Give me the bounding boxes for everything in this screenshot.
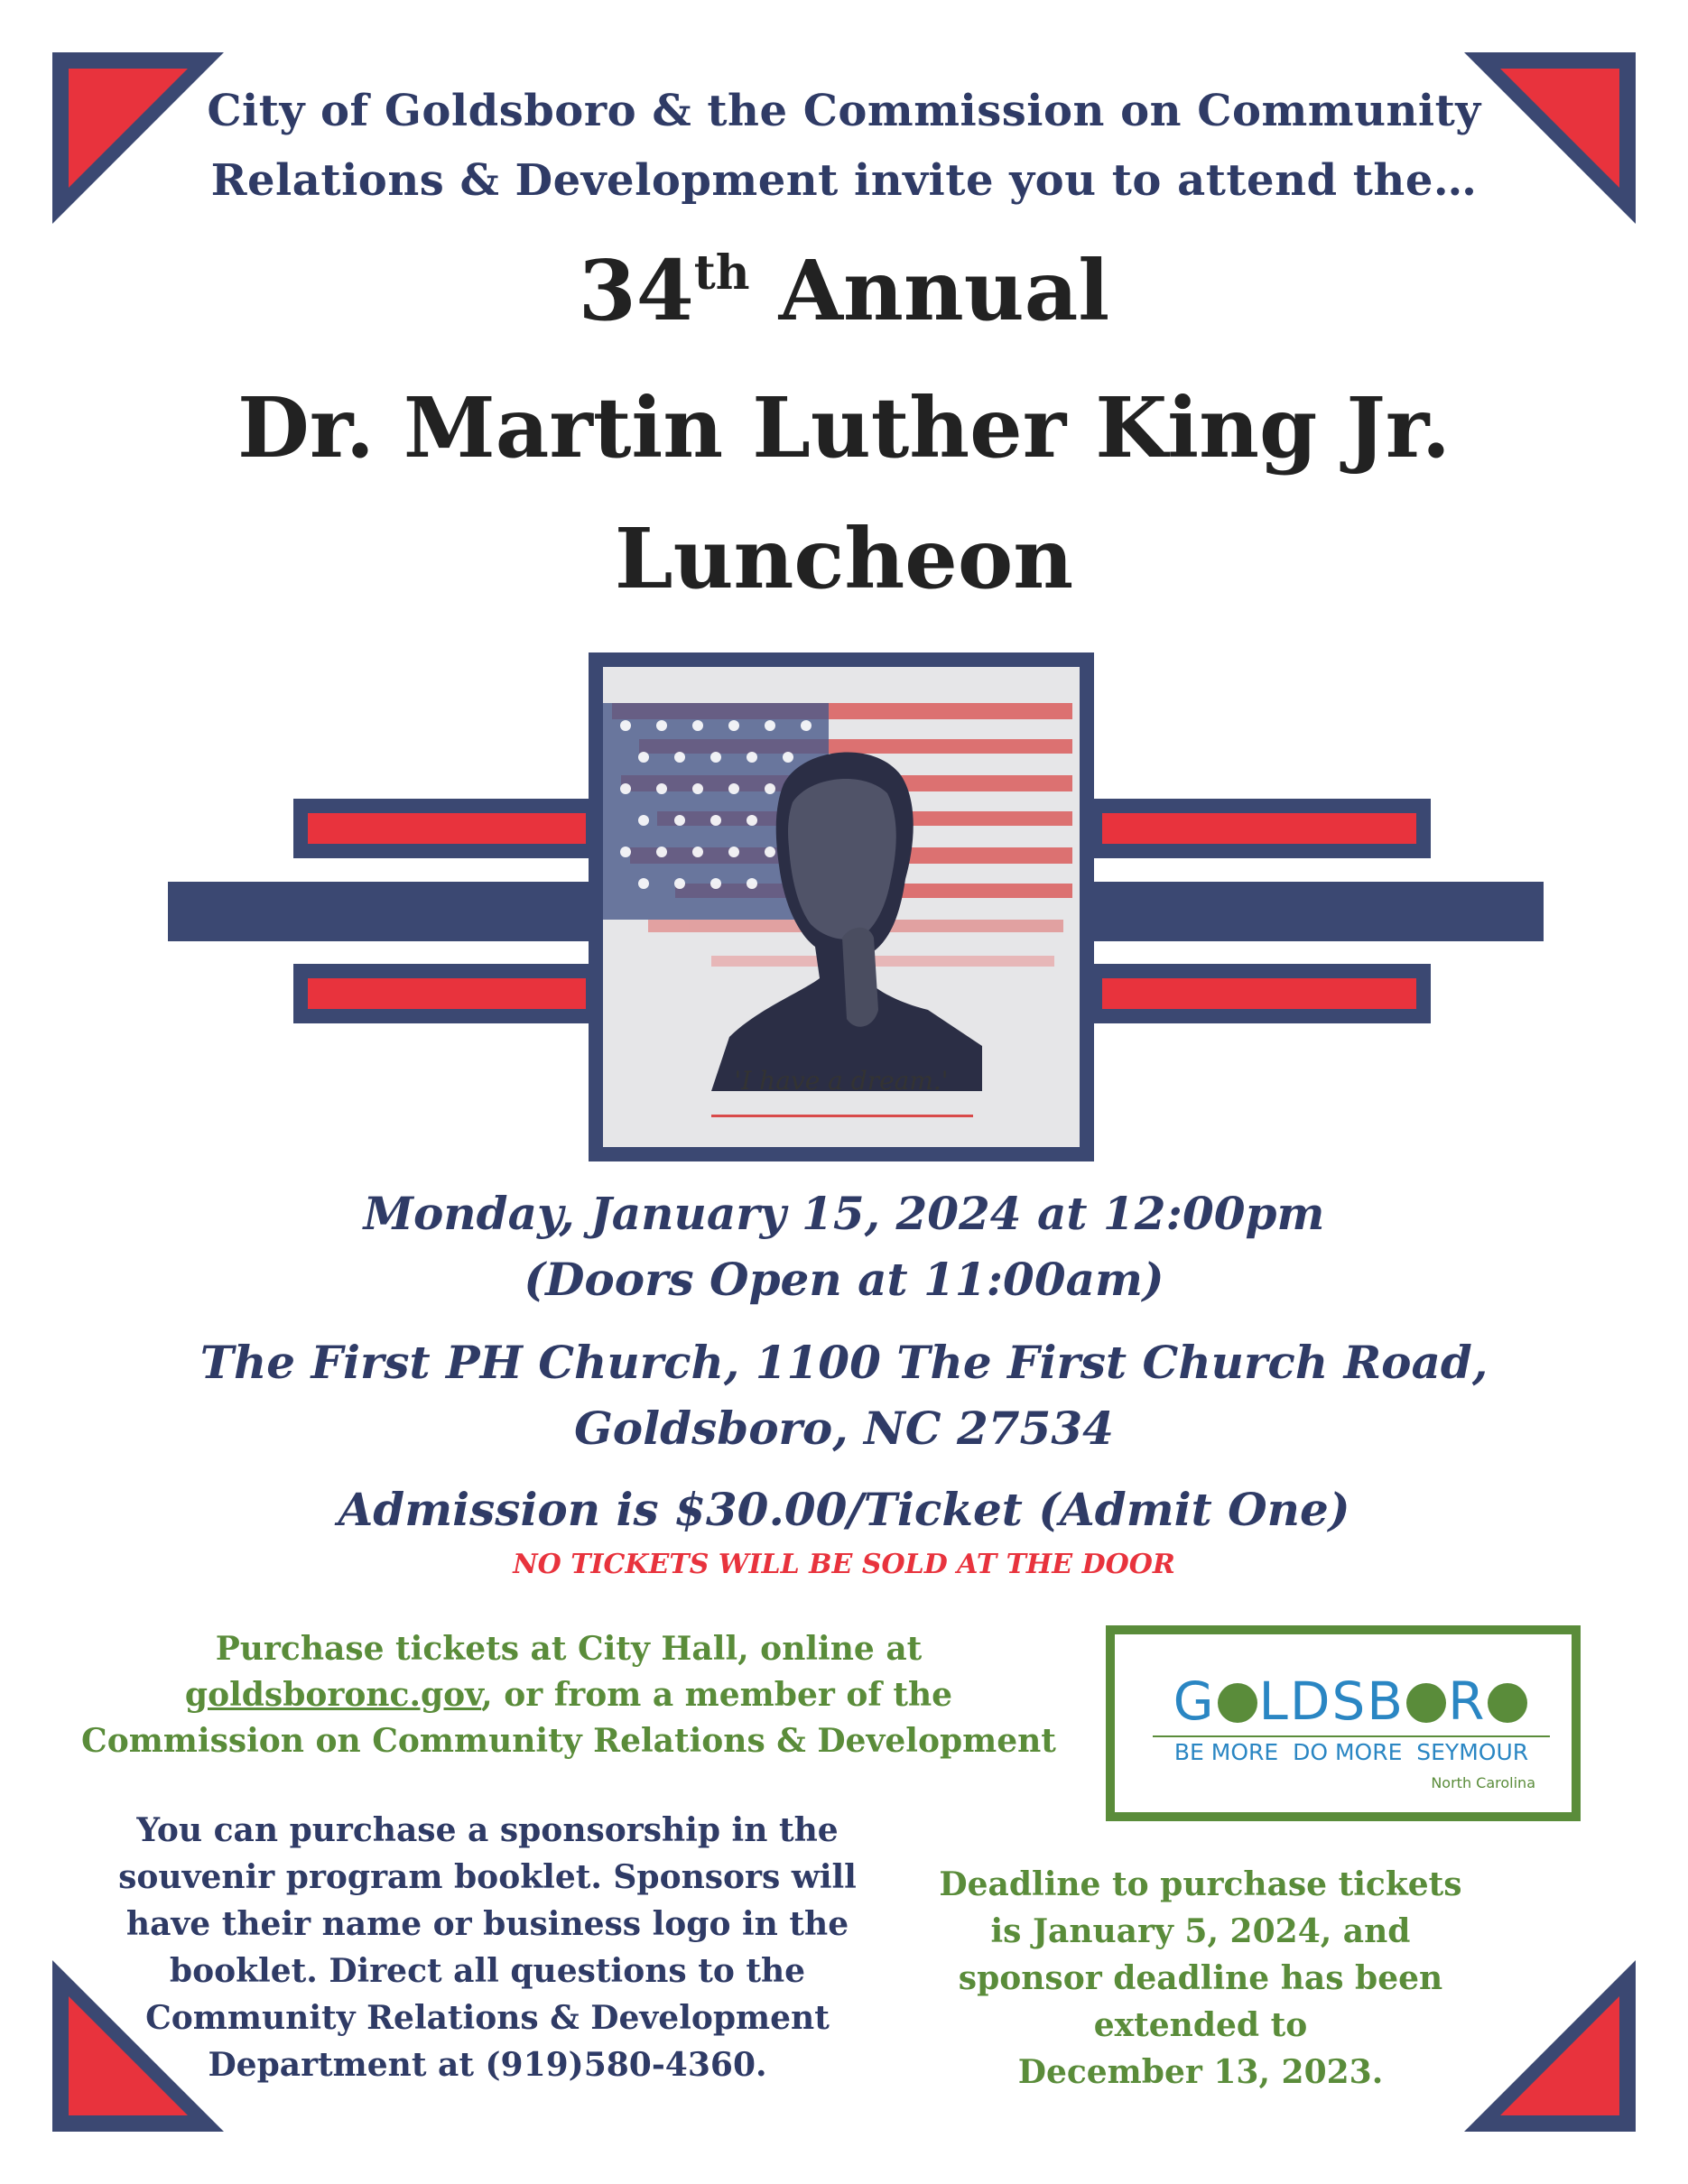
no-door-sales-notice: NO TICKETS WILL BE SOLD AT THE DOOR <box>513 1549 1175 1580</box>
sponsorship-line-3: have their name or business logo in the <box>125 1905 849 1943</box>
title-honoree: Dr. Martin Luther King Jr. <box>237 379 1451 477</box>
event-date-time: Monday, January 15, 2024 at 12:00pm <box>363 1187 1325 1240</box>
ordinal-number: 34 <box>578 242 694 339</box>
deadline-line-1: Deadline to purchase tickets <box>939 1865 1462 1903</box>
portrait-caption: 'I have a dream.' <box>734 1066 949 1096</box>
stripe-right-top <box>1088 799 1431 858</box>
portrait-frame <box>589 652 1094 1161</box>
wordmark-g: G <box>1173 1670 1216 1732</box>
purchase-line-1: Purchase tickets at City Hall, online at <box>215 1630 923 1668</box>
stripe-left-top <box>293 799 600 858</box>
website-link[interactable]: goldsboronc.gov <box>184 1676 482 1714</box>
portrait-image <box>603 667 1080 1147</box>
event-venue-line-2: Goldsboro, NC 27534 <box>574 1402 1114 1455</box>
building-o-icon <box>1218 1683 1257 1723</box>
deadline-line-2: is January 5, 2024, and <box>990 1912 1411 1950</box>
ordinal-suffix: th <box>693 245 750 301</box>
sponsorship-line-2: souvenir program booklet. Sponsors will <box>118 1858 857 1896</box>
purchase-info <box>54 1626 1083 1764</box>
deadline-info <box>903 1861 1498 2096</box>
event-doors-open: (Doors Open at 11:00am) <box>524 1253 1164 1306</box>
logo-tagline: BE MORE DO MORE SEYMOUR <box>1173 1739 1529 1765</box>
invite-line-2: Relations & Development invite you to attend the… <box>210 155 1478 206</box>
sponsorship-info <box>99 1807 876 2088</box>
sponsorship-line-4: booklet. Direct all questions to the <box>169 1952 806 1990</box>
stripe-right-middle <box>1088 882 1544 941</box>
sponsorship-line-5: Community Relations & Development <box>145 1999 830 2037</box>
purchase-line-3: Commission on Community Relations & Development <box>81 1722 1056 1760</box>
logo-divider <box>1153 1735 1550 1737</box>
deadline-line-4: extended to <box>1093 2006 1308 2044</box>
annual-word: Annual <box>778 242 1110 339</box>
goldsboro-logo-box <box>1106 1625 1581 1821</box>
goldsboro-wordmark <box>1153 1672 1550 1730</box>
sponsorship-line-1: You can purchase a sponsorship in the <box>136 1811 839 1849</box>
deadline-line-3: sponsor deadline has been <box>958 1959 1443 1997</box>
jet-o-icon <box>1488 1683 1527 1723</box>
wordmark-mid: LDSB <box>1258 1670 1405 1732</box>
basketball-o-icon <box>1406 1683 1446 1723</box>
wordmark-r: R <box>1448 1670 1487 1732</box>
purchase-line-2 <box>54 1672 1083 1718</box>
sponsorship-line-6: Department at (919)580-4360. <box>208 2046 767 2084</box>
logo-state: North Carolina <box>1431 1774 1535 1791</box>
event-venue-line-1: The First PH Church, 1100 The First Church Road, <box>199 1336 1489 1389</box>
event-admission: Admission is $30.00/Ticket (Admit One) <box>338 1483 1350 1536</box>
stripe-left-middle <box>168 882 601 941</box>
stripe-right-bottom <box>1088 964 1431 1023</box>
purchase-line-2-rest: , or from a member of the <box>481 1676 953 1714</box>
title-luncheon: Luncheon <box>614 510 1074 607</box>
deadline-line-5: December 13, 2023. <box>1017 2053 1384 2091</box>
invite-line-1: City of Goldsboro & the Commission on Community <box>207 86 1481 136</box>
title-annual <box>0 242 1688 339</box>
stripe-left-bottom <box>293 964 600 1023</box>
